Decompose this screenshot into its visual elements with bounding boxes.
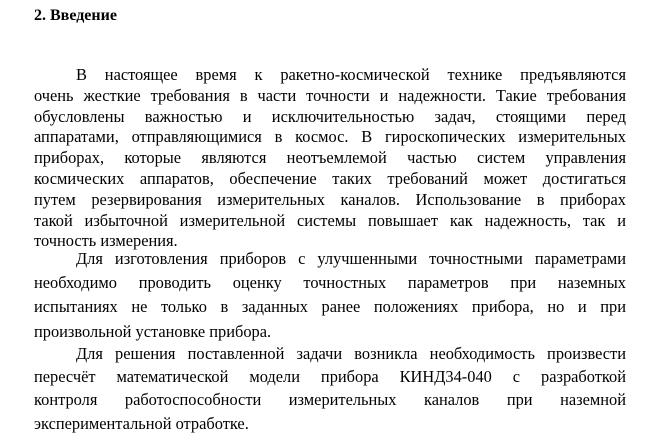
paragraph-line: путем резервирования измерительных каналов. Использование в приборах [34, 189, 626, 209]
paragraph-2 [34, 247, 626, 344]
paragraph-line: произвольной установке прибора. [34, 321, 272, 341]
paragraph-line: аппаратами, отправляющимися в космос. В гироскопических измерительных [34, 127, 626, 147]
paragraph-3 [34, 342, 626, 435]
paragraph-line: приборах, которые являются неотъемлемой частью систем управления [34, 148, 626, 168]
paragraph-line: очень жесткие требования в части точности и надежности. Такие требования [34, 85, 626, 105]
paragraph-line: контроля работоспособности измерительных каналов при наземной [34, 390, 626, 410]
paragraph-line: экспериментальной отработке. [34, 413, 249, 433]
section-heading: 2. Введение [34, 7, 117, 24]
paragraph-line: пересчёт математической модели прибора КИНД34-040 с разработкой [34, 367, 626, 387]
paragraph-1 [34, 65, 626, 252]
paragraph-line: такой избыточной измерительной системы повышает как надежность, так и [34, 210, 626, 230]
paragraph-line: В настоящее время к ракетно-космической технике предъявляются [76, 65, 626, 84]
paragraph-line: обусловлены важностью и исключительностью задач, стоящими перед [34, 106, 626, 126]
paragraph-line: испытаниях не только в заданных ранее положениях прибора, но и при [34, 297, 626, 317]
paragraph-line: Для решения поставленной задачи возникла необходимость произвести [76, 344, 626, 363]
paragraph-line: точность измерения. [34, 231, 178, 251]
paragraph-line: космических аппаратов, обеспечение таких требований может достигаться [34, 168, 626, 188]
paragraph-line: необходимо проводить оценку точностных параметров при наземных [34, 273, 626, 293]
paragraph-line: Для изготовления приборов с улучшенными точностными параметрами [76, 249, 626, 268]
